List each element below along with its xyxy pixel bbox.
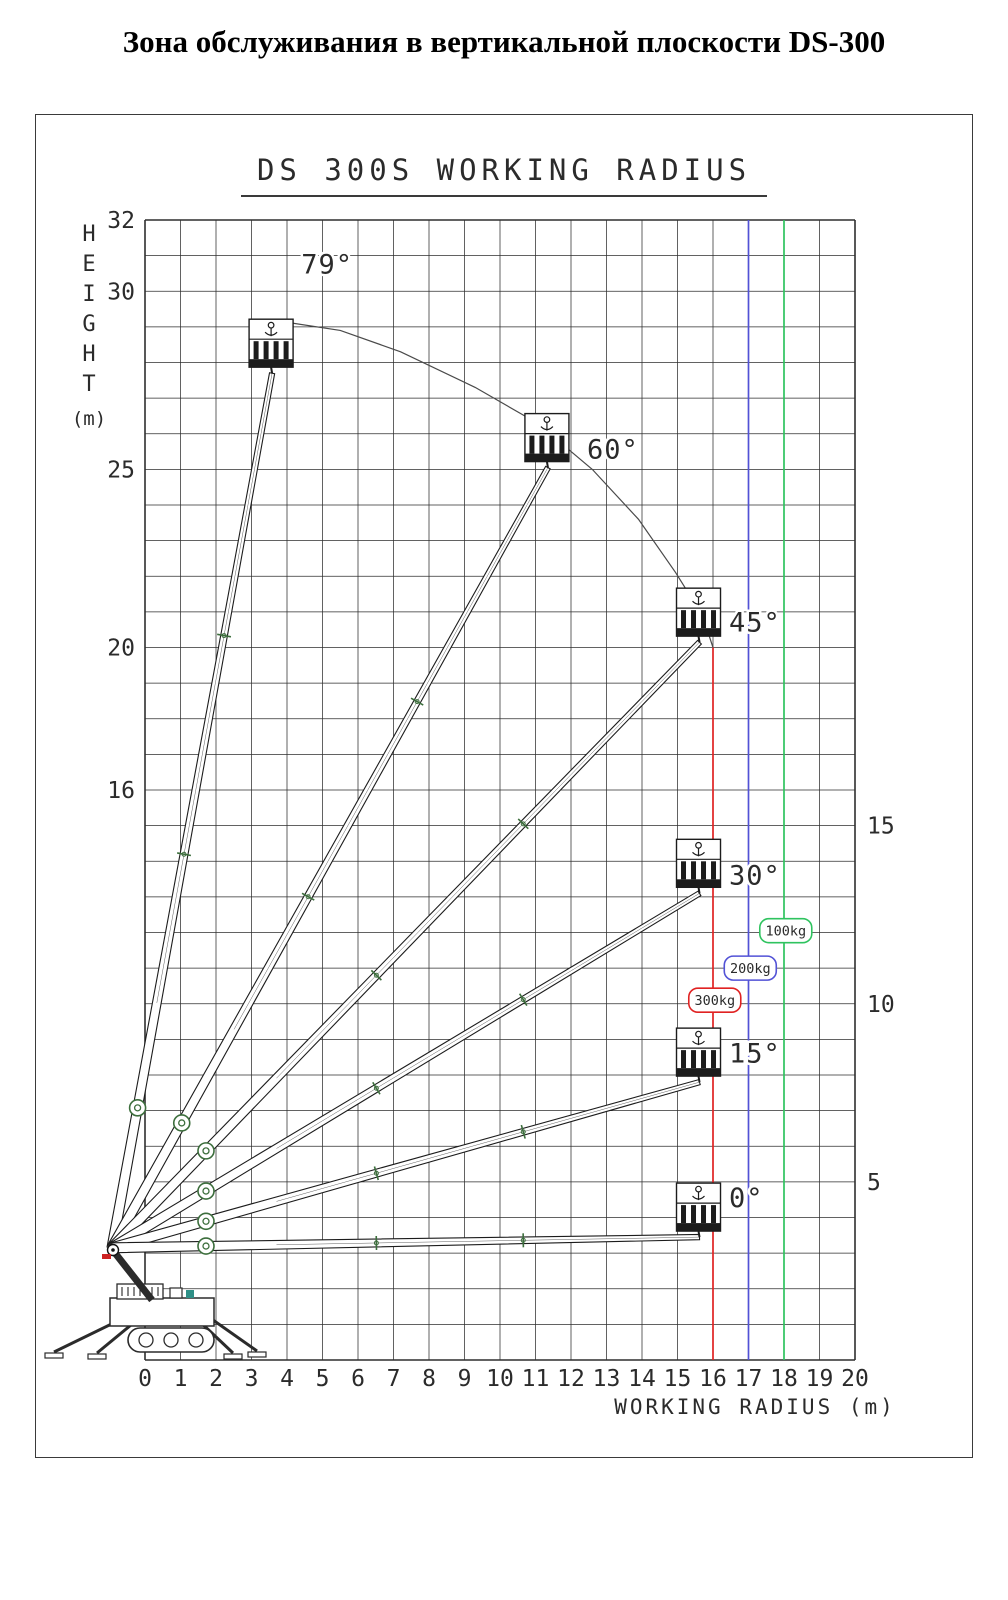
svg-text:5: 5: [867, 1169, 881, 1196]
svg-text:25: 25: [107, 457, 135, 484]
svg-text:17: 17: [734, 1366, 763, 1392]
capacity-label-300kg: [689, 988, 741, 1012]
svg-text:60°: 60°: [586, 434, 639, 466]
svg-text:20: 20: [107, 635, 135, 662]
svg-text:79°: 79°: [301, 249, 353, 281]
svg-text:10: 10: [867, 991, 895, 1018]
svg-text:32: 32: [107, 208, 135, 234]
svg-text:9: 9: [457, 1366, 472, 1392]
platform-basket-icon: [525, 414, 569, 468]
svg-text:20: 20: [841, 1366, 869, 1392]
boom-30deg: [109, 839, 720, 1252]
svg-text:3: 3: [244, 1366, 259, 1392]
svg-text:11: 11: [521, 1366, 550, 1392]
page-title: Зона обслуживания в вертикальной плоскости DS-300: [122, 24, 886, 59]
svg-text:16: 16: [107, 778, 135, 804]
svg-text:200kg: 200kg: [729, 961, 771, 978]
svg-text:(m): (m): [71, 408, 107, 430]
svg-text:E: E: [82, 252, 96, 277]
boom-knuckle-joint: [174, 1115, 190, 1131]
svg-text:4: 4: [280, 1366, 294, 1392]
boom-knuckle-joint: [198, 1183, 214, 1199]
svg-text:I: I: [82, 282, 96, 307]
svg-text:15°: 15°: [728, 1038, 781, 1070]
svg-text:G: G: [82, 312, 96, 337]
capacity-label-100kg: [760, 919, 812, 943]
svg-text:16: 16: [699, 1366, 727, 1392]
svg-text:13: 13: [592, 1366, 621, 1392]
svg-text:19: 19: [805, 1366, 834, 1392]
svg-text:30: 30: [107, 279, 135, 306]
svg-text:15: 15: [867, 813, 895, 840]
capacity-label-200kg: [724, 956, 776, 980]
svg-text:18: 18: [770, 1366, 798, 1392]
boom-knuckle-joint: [198, 1143, 214, 1159]
platform-basket-icon: [677, 588, 721, 642]
platform-basket-icon: [249, 319, 293, 373]
svg-text:WORKING RADIUS (m): WORKING RADIUS (m): [614, 1395, 896, 1419]
chart-title: DS 300S WORKING RADIUS: [241, 153, 767, 197]
svg-text:14: 14: [628, 1366, 656, 1392]
svg-text:12: 12: [557, 1366, 585, 1392]
svg-text:T: T: [82, 372, 96, 397]
svg-text:H: H: [82, 222, 96, 247]
svg-text:300kg: 300kg: [694, 993, 736, 1010]
boom-45deg: [108, 588, 720, 1251]
svg-text:45°: 45°: [728, 607, 781, 639]
svg-text:1: 1: [173, 1366, 188, 1392]
svg-text:8: 8: [422, 1366, 436, 1392]
boom-knuckle-joint: [198, 1238, 214, 1254]
working-envelope-curve: [282, 322, 713, 648]
svg-text:2: 2: [209, 1366, 223, 1392]
svg-text:7: 7: [386, 1366, 401, 1392]
svg-text:15: 15: [663, 1366, 692, 1392]
svg-text:0: 0: [138, 1366, 152, 1392]
svg-text:6: 6: [351, 1366, 365, 1392]
svg-text:30°: 30°: [728, 860, 781, 892]
platform-basket-icon: [677, 839, 721, 893]
svg-text:10: 10: [486, 1366, 514, 1392]
platform-basket-icon: [677, 1028, 721, 1082]
crane-base-drawing: [45, 1245, 266, 1360]
svg-text:0°: 0°: [728, 1182, 764, 1214]
svg-text:100kg: 100kg: [765, 923, 807, 940]
boom-knuckle-joint: [130, 1100, 146, 1116]
platform-basket-icon: [677, 1183, 721, 1237]
svg-text:H: H: [82, 342, 96, 367]
svg-text:5: 5: [315, 1366, 330, 1392]
boom-knuckle-joint: [198, 1213, 214, 1229]
